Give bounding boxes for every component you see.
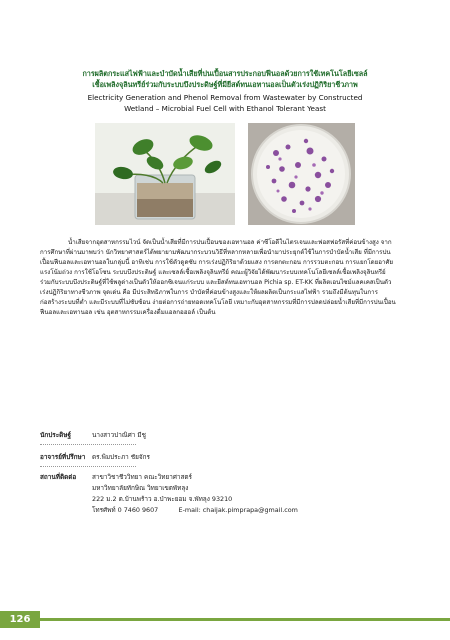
plant-illustration <box>95 123 235 225</box>
body-paragraph: น้ำเสียจากอุตสาหกรรมไวน์ จัดเป็นน้ำเสียที่มีการปนเปื้อนของเอทานอล ค่าซีโอดีในไตรเจนและฟอสฟอรัสที่ค่อนข้างสูง จากการศึกษาที่ผ่านมาพบว่า นักวิทยาศาสตร์ได้พยายามพัฒนากระบวนวิธีที่หลากหลายเพื่อนำมาประยุกต์ใช้ในการบำบัดน้ำเสีย ที่มีการปนเปื้อนฟีนอลและเอทานอลในกลุ่มนี้ อาทิเช่น การใช้ตัวดูดซับ การเร่งปฏิกิริยาด้วยแสง การตกตะกอน การรวมตะกอน การแยกโดยอาศัยแรงโน้มถ่วง การใช้โอโซน ระบบบึงประดิษฐ์ และเซลล์เชื้อเพลิงจุลินทรีย์ คณะผู้วิจัยได้พัฒนาระบบเทคโนโลยีเซลล์เชื้อเพลิงจุลินทรีย์ ร่วมกับระบบบึงประดิษฐ์ที่ใช้พลูด่างเป็นตัวให้ออกซิเจนแก่ระบบ และยีสต์ทนเอทานอล Pichia sp. ET-KK ที่ผลิตเอนไซม์แลคเคสเป็นตัวเร่งปฏิกิริยาทางชีวภาพ จุดเด่น คือ มีประสิทธิภาพในการ บำบัดที่ค่อนข้างสูงและให้ผลผลิตเป็นกระแสไฟฟ้า รวมถึงมีต้นทุนในการก่อสร้างระบบที่ต่ำ และมีระบบที่ไม่ซับซ้อน ง่ายต่อการถ่ายทอดเทคโนโลยี เหมาะกับอุตสาหกรรมที่มีการปลดปล่อยน้ำเสียที่มีการปนเปื้อนฟีนอลและเอทานอล เช่น อุตสาหกรรมเครื่องดื่มแอลกอฮอล์ เป็นต้น <box>40 239 396 317</box>
researcher-row <box>40 430 410 442</box>
contact-line-2: มหาวิทยาลัยทักษิณ วิทยาเขตพัทลุง <box>92 484 189 492</box>
contact-line-4: โทรศัพท์ 0 7460 9607 E-mail: chaijak.pimprapa@gmail.com <box>92 506 298 514</box>
footer-accent-bar <box>40 618 450 621</box>
english-title-line-1: Electricity Generation and Phenol Removal from Wastewater by Constructed <box>87 93 363 102</box>
advisor-value: ดร.พิมประภา ชัยจักร <box>92 453 150 461</box>
english-title-line-2: Wetland – Microbial Fuel Cell with Ethanol Tolerant Yeast <box>124 104 326 113</box>
thai-title-line-2: เชื้อเพลิงจุลินทรีย์ร่วมกับระบบบึงประดิษฐ์ที่มียีสต์ทนเอทานอลเป็นตัวเร่งปฏิกิริยาชีวภาพ <box>92 80 358 89</box>
contact-block <box>40 472 410 516</box>
contact-label: สถานที่ติดต่อ <box>40 473 77 481</box>
english-title <box>30 92 420 114</box>
thai-title <box>30 68 420 90</box>
page-number: 126 <box>0 611 40 628</box>
researcher-label: นักประดิษฐ์ <box>40 431 72 439</box>
yeast-petri-dish-photo <box>248 123 355 225</box>
contact-line-3: 222 ม.2 ต.บ้านพร้าว อ.ป่าพะยอม จ.พัทลุง 93210 <box>92 495 233 503</box>
petri-dish-illustration <box>248 123 355 225</box>
advisor-row <box>40 452 410 464</box>
advisor-label: อาจารย์ที่ปรึกษา <box>40 453 86 461</box>
plant-wetland-photo <box>95 123 235 225</box>
divider <box>40 444 136 445</box>
thai-title-line-1: การผลิตกระแสไฟฟ้าและบำบัดน้ำเสียที่ปนเปื้อนสารประกอบฟีนอลด้วยการใช้เทคโนโลยีเซลล์ <box>82 69 368 78</box>
contact-line-1: สาขาวิชาชีววิทยา คณะวิทยาศาสตร์ <box>92 473 192 481</box>
divider <box>40 466 136 467</box>
researcher-value: นางสาวปาณิศา มีชู <box>92 431 146 439</box>
